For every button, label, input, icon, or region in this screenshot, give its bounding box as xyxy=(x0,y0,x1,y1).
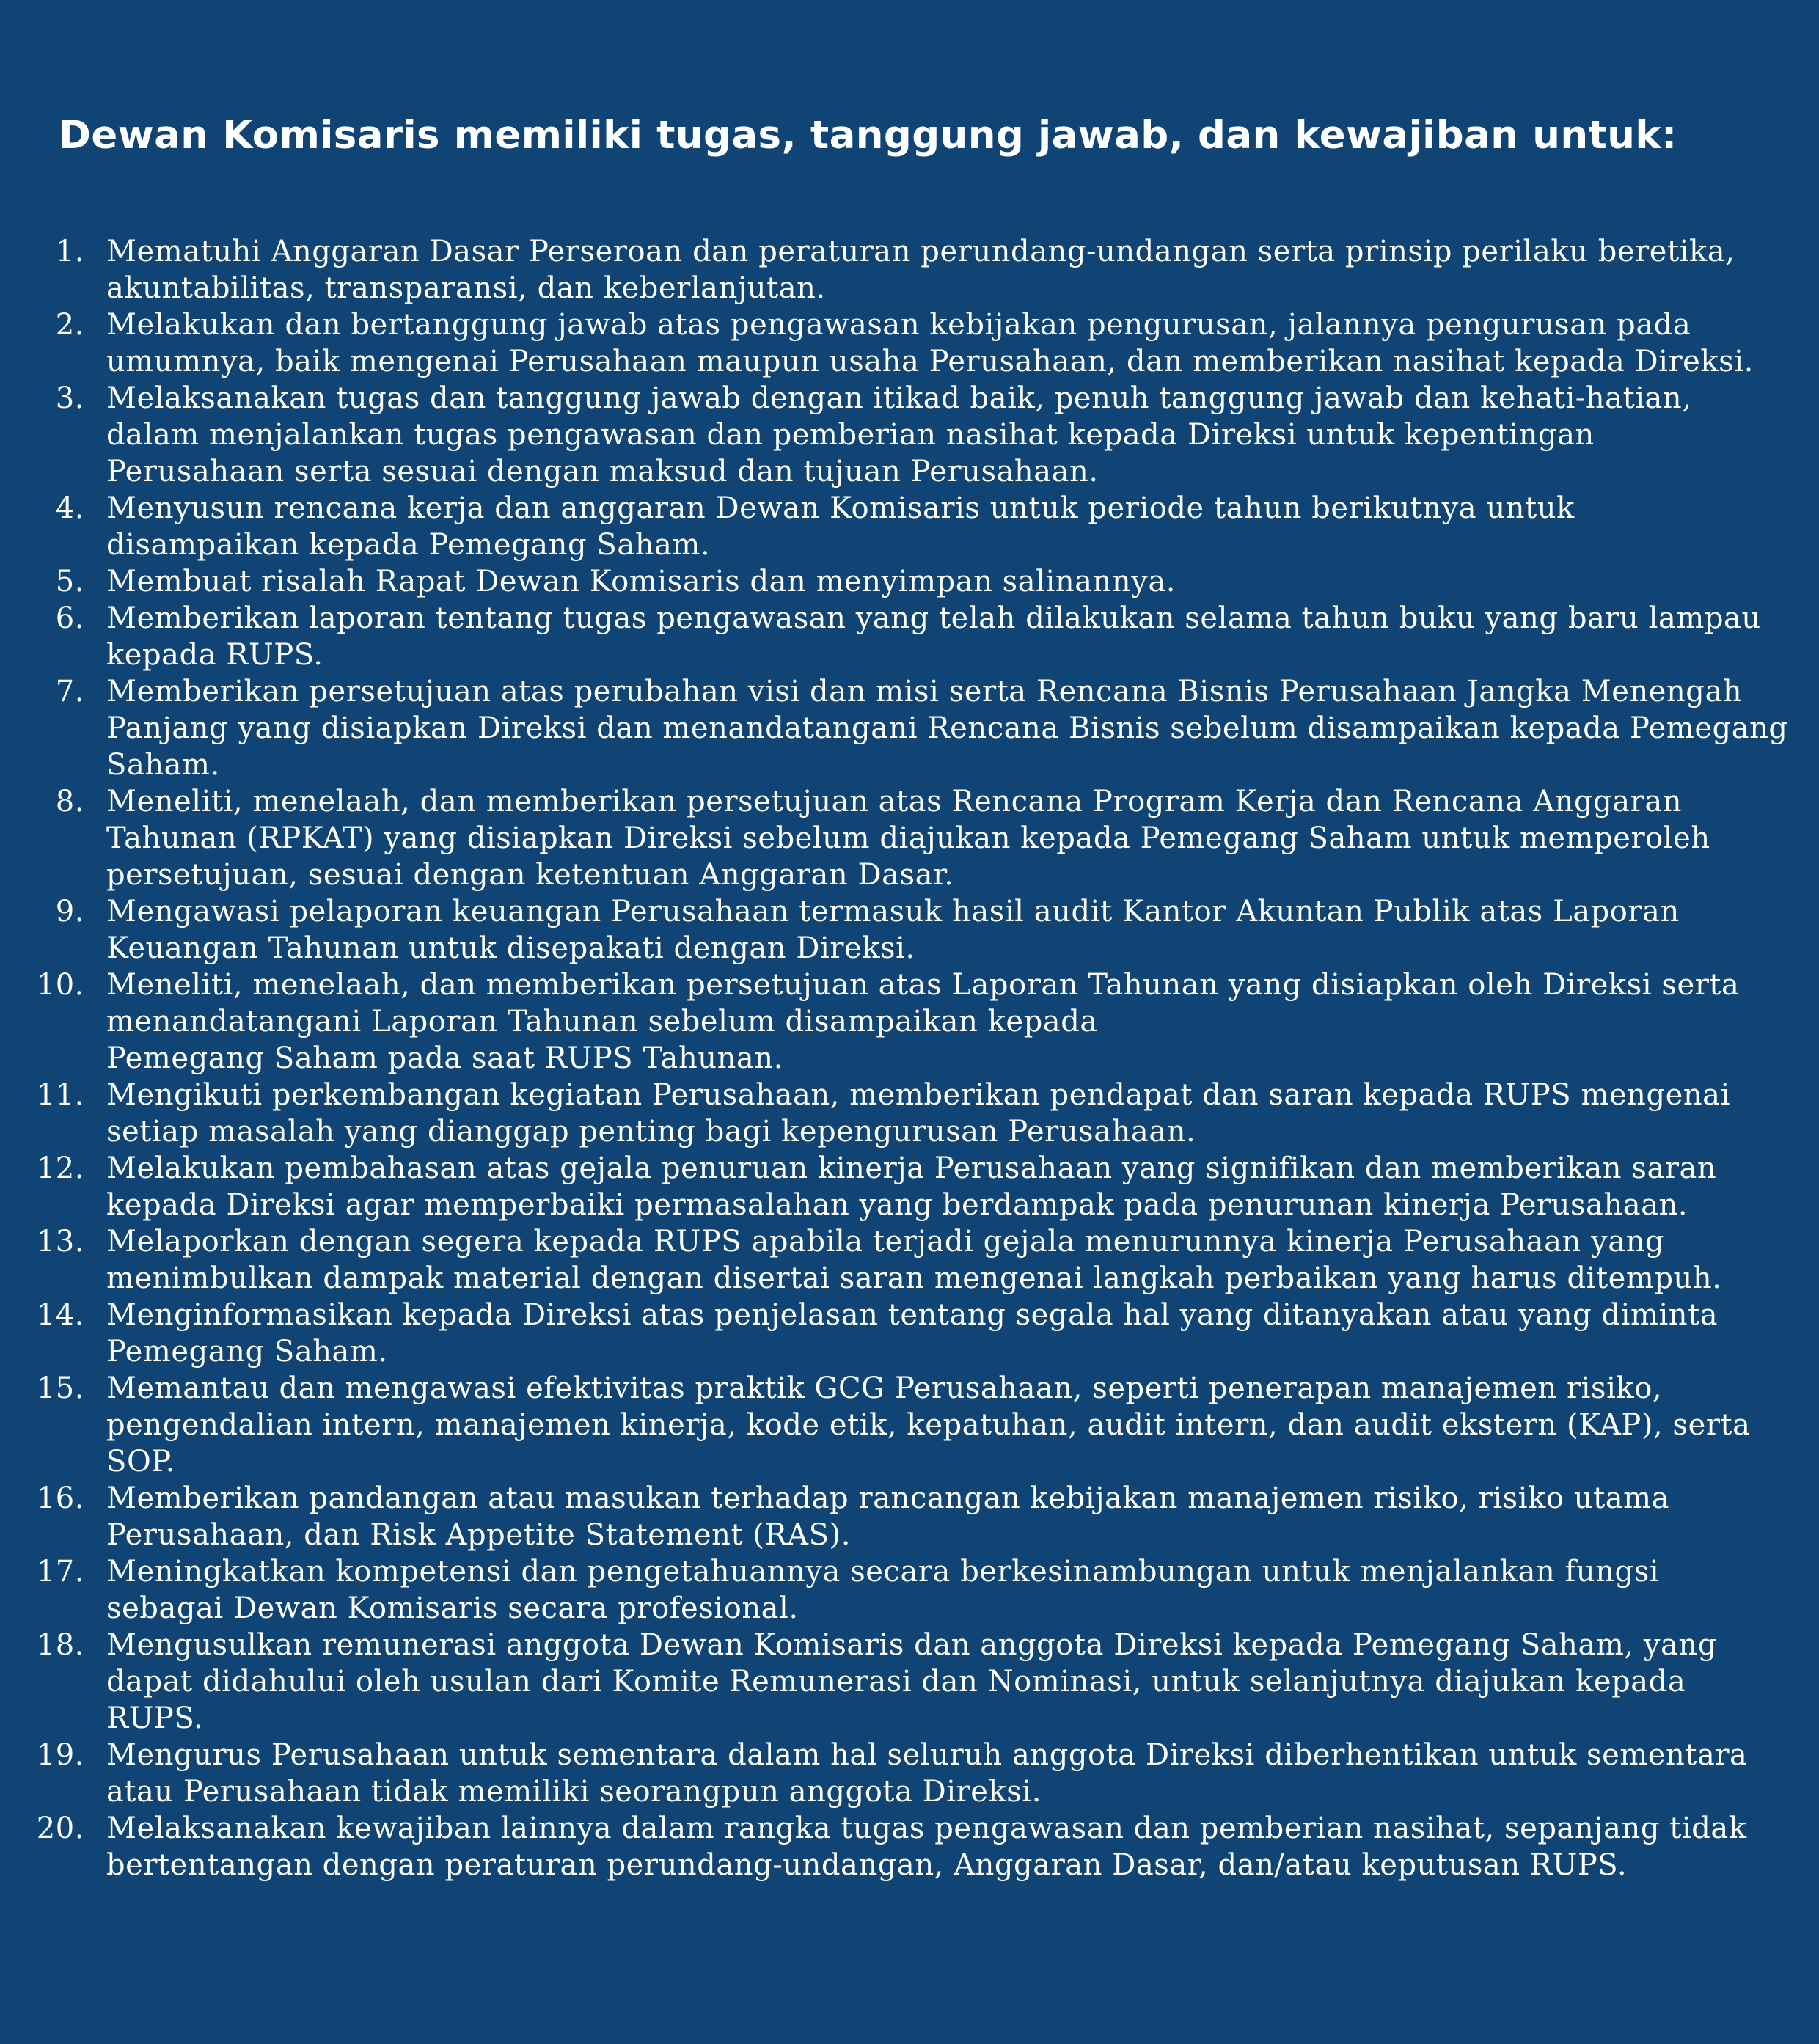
list-item-text-line: Pemegang Saham pada saat RUPS Tahunan. xyxy=(106,1041,783,1075)
list-item-text-line: Membuat risalah Rapat Dewan Komisaris dan menyimpan salinannya. xyxy=(106,565,1176,598)
list-item-text-line: bertentangan dengan peraturan perundang-undangan, Anggaran Dasar, dan/atau keputusan RUPS. xyxy=(106,1848,1628,1882)
list-item-text-line: Melaksanakan tugas dan tanggung jawab dengan itikad baik, penuh tanggung jawab dan kehati-hatian, xyxy=(106,381,1692,415)
list-item xyxy=(0,673,1819,783)
list-item-text-line: Melakukan dan bertanggung jawab atas pengawasan kebijakan pengurusan, jalannya pengurusan pada xyxy=(106,308,1691,342)
list-item xyxy=(0,1737,1819,1810)
list-item-text-line: sebagai Dewan Komisaris secara profesional. xyxy=(106,1591,799,1625)
list-item-text-line: Mematuhi Anggaran Dasar Perseroan dan peraturan perundang-undangan serta prinsip perilaku beretika, xyxy=(106,235,1735,268)
list-item xyxy=(0,1810,1819,1883)
list-item-text-line: Meningkatkan kompetensi dan pengetahuannya secara berkesinambungan untuk menjalankan fungsi xyxy=(106,1555,1660,1589)
list-item-number: 13. xyxy=(36,1225,84,1259)
list-item-text-line: menandatangani Laporan Tahunan sebelum disampaikan kepada xyxy=(106,1005,1098,1039)
list-item-text-line: Memantau dan mengawasi efektivitas praktik GCG Perusahaan, seperti penerapan manajemen risiko, xyxy=(106,1371,1663,1405)
list-item xyxy=(0,967,1819,1077)
list-item-text-line: Memberikan laporan tentang tugas pengawasan yang telah dilakukan selama tahun buku yang baru lampau xyxy=(106,601,1761,635)
list-item-text-line: Perusahaan serta sesuai dengan maksud dan tujuan Perusahaan. xyxy=(106,455,1099,488)
list-item-number: 18. xyxy=(36,1628,84,1662)
list-item-number: 3. xyxy=(55,381,84,415)
list-item-text-line: Melaporkan dengan segera kepada RUPS apabila terjadi gejala menurunnya kinerja Perusahaan yang xyxy=(106,1225,1665,1259)
list-item-text-line: Pemegang Saham. xyxy=(106,1335,388,1369)
list-item-text-line: dapat didahului oleh usulan dari Komite Remunerasi dan Nominasi, untuk selanjutnya diajukan kepada xyxy=(106,1665,1686,1699)
list-item xyxy=(0,600,1819,673)
list-item-number: 10. xyxy=(36,968,84,1002)
list-item-text-line: dalam menjalankan tugas pengawasan dan pemberian nasihat kepada Direksi untuk kepentingan xyxy=(106,418,1595,452)
list-item-number: 9. xyxy=(55,895,84,928)
list-item-text-line: Memberikan pandangan atau masukan terhadap rancangan kebijakan manajemen risiko, risiko utama xyxy=(106,1481,1669,1515)
list-item-number: 12. xyxy=(36,1151,84,1185)
list-item-text-line: menimbulkan dampak material dengan disertai saran mengenai langkah perbaikan yang harus ditempuh. xyxy=(106,1261,1722,1295)
list-item xyxy=(0,1223,1819,1297)
list-item xyxy=(0,490,1819,563)
list-item-number: 20. xyxy=(36,1812,84,1845)
list-item xyxy=(0,380,1819,490)
list-item-text-line: kepada RUPS. xyxy=(106,638,323,672)
list-item-number: 8. xyxy=(55,785,84,818)
page-title: Dewan Komisaris memiliki tugas, tanggung jawab, dan kewajiban untuk: xyxy=(59,113,1677,158)
list-item-number: 17. xyxy=(36,1555,84,1589)
list-item xyxy=(0,1553,1819,1627)
list-item-number: 14. xyxy=(36,1298,84,1332)
list-item-number: 5. xyxy=(55,565,84,598)
list-item-text-line: Mengawasi pelaporan keuangan Perusahaan termasuk hasil audit Kantor Akuntan Publik atas Laporan xyxy=(106,895,1680,928)
list-item-text-line: Mengurus Perusahaan untuk sementara dalam hal seluruh anggota Direksi diberhentikan untuk sementara xyxy=(106,1738,1748,1772)
list-item-number: 7. xyxy=(55,675,84,708)
list-item-text-line: Melaksanakan kewajiban lainnya dalam rangka tugas pengawasan dan pemberian nasihat, sepanjang tidak xyxy=(106,1812,1747,1845)
list-item xyxy=(0,563,1819,600)
list-item-number: 4. xyxy=(55,491,84,525)
list-item-text-line: Meneliti, menelaah, dan memberikan persetujuan atas Rencana Program Kerja dan Rencana Anggaran xyxy=(106,785,1683,818)
list-item xyxy=(0,1370,1819,1480)
list-item xyxy=(0,307,1819,380)
list-item xyxy=(0,1297,1819,1370)
list-item-text-line: SOP. xyxy=(106,1445,175,1479)
list-item-text-line: Mengusulkan remunerasi anggota Dewan Komisaris dan anggota Direksi kepada Pemegang Saham, yang xyxy=(106,1628,1717,1662)
list-item-number: 6. xyxy=(55,601,84,635)
list-item-text-line: Menyusun rencana kerja dan anggaran Dewan Komisaris untuk periode tahun berikutnya untuk xyxy=(106,491,1575,525)
list-item-text-line: setiap masalah yang dianggap penting bagi kepengurusan Perusahaan. xyxy=(106,1115,1196,1149)
list-item-number: 1. xyxy=(55,235,84,268)
list-item xyxy=(0,1150,1819,1223)
list-item-number: 2. xyxy=(55,308,84,342)
list-item xyxy=(0,1077,1819,1150)
list-item-text-line: Panjang yang disiapkan Direksi dan menandatangani Rencana Bisnis sebelum disampaikan kepada Pemegang xyxy=(106,711,1788,745)
list-item-text-line: kepada Direksi agar memperbaiki permasalahan yang berdampak pada penurunan kinerja Perusahaan. xyxy=(106,1188,1688,1222)
list-item-number: 19. xyxy=(36,1738,84,1772)
list-item-text-line: umumnya, baik mengenai Perusahaan maupun usaha Perusahaan, dan memberikan nasihat kepada Direksi. xyxy=(106,345,1754,378)
list-item xyxy=(0,893,1819,967)
list-item xyxy=(0,1480,1819,1553)
list-item-text-line: disampaikan kepada Pemegang Saham. xyxy=(106,528,711,562)
list-item-text-line: persetujuan, sesuai dengan ketentuan Anggaran Dasar. xyxy=(106,858,954,892)
list-item-text-line: Menginformasikan kepada Direksi atas penjelasan tentang segala hal yang ditanyakan atau yang diminta xyxy=(106,1298,1719,1332)
list-item-text-line: Keuangan Tahunan untuk disepakati dengan Direksi. xyxy=(106,931,915,965)
list-item-text-line: Tahunan (RPKAT) yang disiapkan Direksi sebelum diajukan kepada Pemegang Saham untuk memperoleh xyxy=(106,821,1710,855)
list-item-text-line: Perusahaan, dan Risk Appetite Statement (RAS). xyxy=(106,1518,851,1552)
list-item xyxy=(0,233,1819,307)
list-item-text-line: Memberikan persetujuan atas perubahan visi dan misi serta Rencana Bisnis Perusahaan Jangka Menengah xyxy=(106,675,1743,708)
list-item-text-line: Mengikuti perkembangan kegiatan Perusahaan, memberikan pendapat dan saran kepada RUPS mengenai xyxy=(106,1078,1730,1112)
list-item-text-line: atau Perusahaan tidak memiliki seorangpun anggota Direksi. xyxy=(106,1775,1042,1809)
list-item-number: 11. xyxy=(36,1078,84,1112)
list-item-text-line: Saham. xyxy=(106,748,220,782)
list-item-number: 16. xyxy=(36,1481,84,1515)
list-item xyxy=(0,783,1819,893)
list-item-number: 15. xyxy=(36,1371,84,1405)
duties-list xyxy=(0,233,1819,1883)
list-item xyxy=(0,1627,1819,1737)
list-item-text-line: pengendalian intern, manajemen kinerja, kode etik, kepatuhan, audit intern, dan audit ekstern (KAP), serta xyxy=(106,1408,1751,1442)
list-item-text-line: akuntabilitas, transparansi, dan keberlanjutan. xyxy=(106,271,826,305)
list-item-text-line: RUPS. xyxy=(106,1701,204,1735)
list-item-text-line: Meneliti, menelaah, dan memberikan persetujuan atas Laporan Tahunan yang disiapkan oleh Direksi serta xyxy=(106,968,1740,1002)
list-item-text-line: Melakukan pembahasan atas gejala penuruan kinerja Perusahaan yang signifikan dan memberikan saran xyxy=(106,1151,1717,1185)
